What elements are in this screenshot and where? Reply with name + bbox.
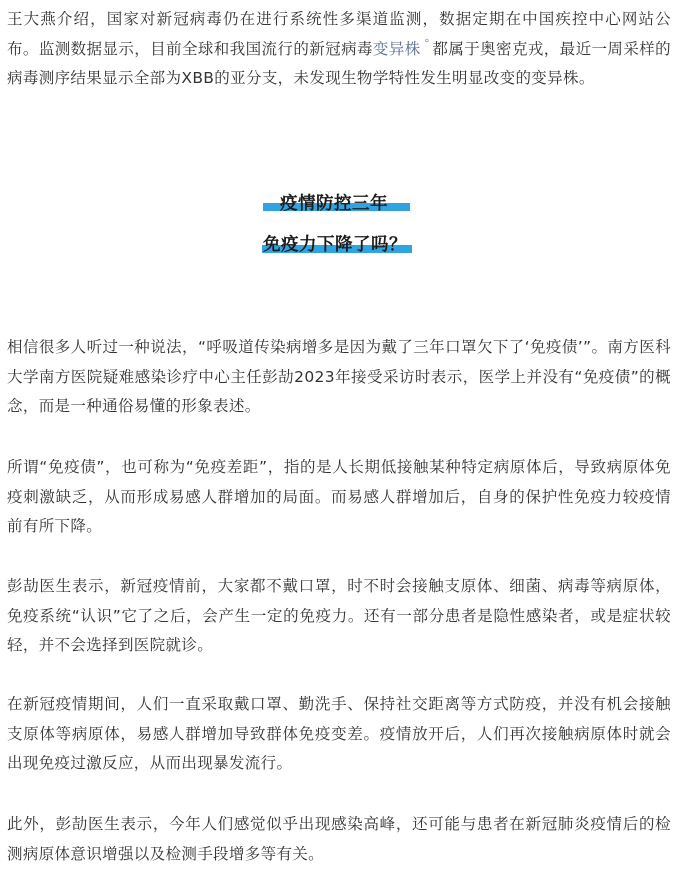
paragraph-monitoring [7, 5, 671, 94]
paragraph-immune-debt: 相信很多人听过一种说法，“呼吸道传染病增多是因为戴了三年口罩欠下了‘免疫债’”。南方医科大学南方医院疑难感染诊疗中心主任彭劼2023年接受采访时表示，医学上并没有“免疫债”的概念，而是一种通俗易懂的形象表述。 [7, 338, 671, 415]
paragraph-text: 王大燕介绍，国家对新冠病毒仍在进行系统性多渠道监测，数据定期在中国疾控中心网站公布。监测数据显示，目前全球和我国流行的新冠病毒 [7, 10, 671, 58]
search-icon[interactable]: ⚬ [422, 35, 432, 47]
paragraph-conclusion: 此外，彭劼医生表示，今年人们感觉似乎出现感染高峰，还可能与患者在新冠肺炎疫情后的检测病原体意识增强以及检测手段增多等有关。 [7, 815, 671, 863]
paragraph-text: 都属于奥密克戎，最近一周采样的病毒测序结果显示全部为XBB的亚分支，未发现生物学特性发生明显改变的变异株。 [7, 39, 671, 87]
section-heading-line1: 疫情防控三年 [280, 194, 388, 214]
variant-link[interactable]: 变异株 [372, 39, 421, 58]
paragraph-definition: 所谓“免疫债”，也可称为“免疫差距”，指的是人长期低接触某种特定病原体后，导致病原体免疫刺激缺乏，从而形成易感人群增加的局面。而易感人群增加后，自身的保护性免疫力较疫情前有所下降。 [7, 458, 671, 535]
paragraph-during-pandemic: 在新冠疫情期间，人们一直采取戴口罩、勤洗手、保持社交距离等方式防疫，并没有机会接触支原体等病原体，易感人群增加导致群体免疫变差。疫情放开后，人们再次接触病原体时就会出现免疫过激反应，从而出现暴发流行。 [7, 695, 671, 772]
section-heading-line2: 免疫力下降了吗？ [263, 235, 407, 255]
paragraph-before-pandemic: 彭劼医生表示，新冠疫情前，大家都不戴口罩，时不时会接触支原体、细菌、病毒等病原体，免疫系统“认识”它了之后，会产生一定的免疫力。还有一部分患者是隐性感染者，或是症状较轻，并不会选择到医院就诊。 [7, 577, 671, 654]
